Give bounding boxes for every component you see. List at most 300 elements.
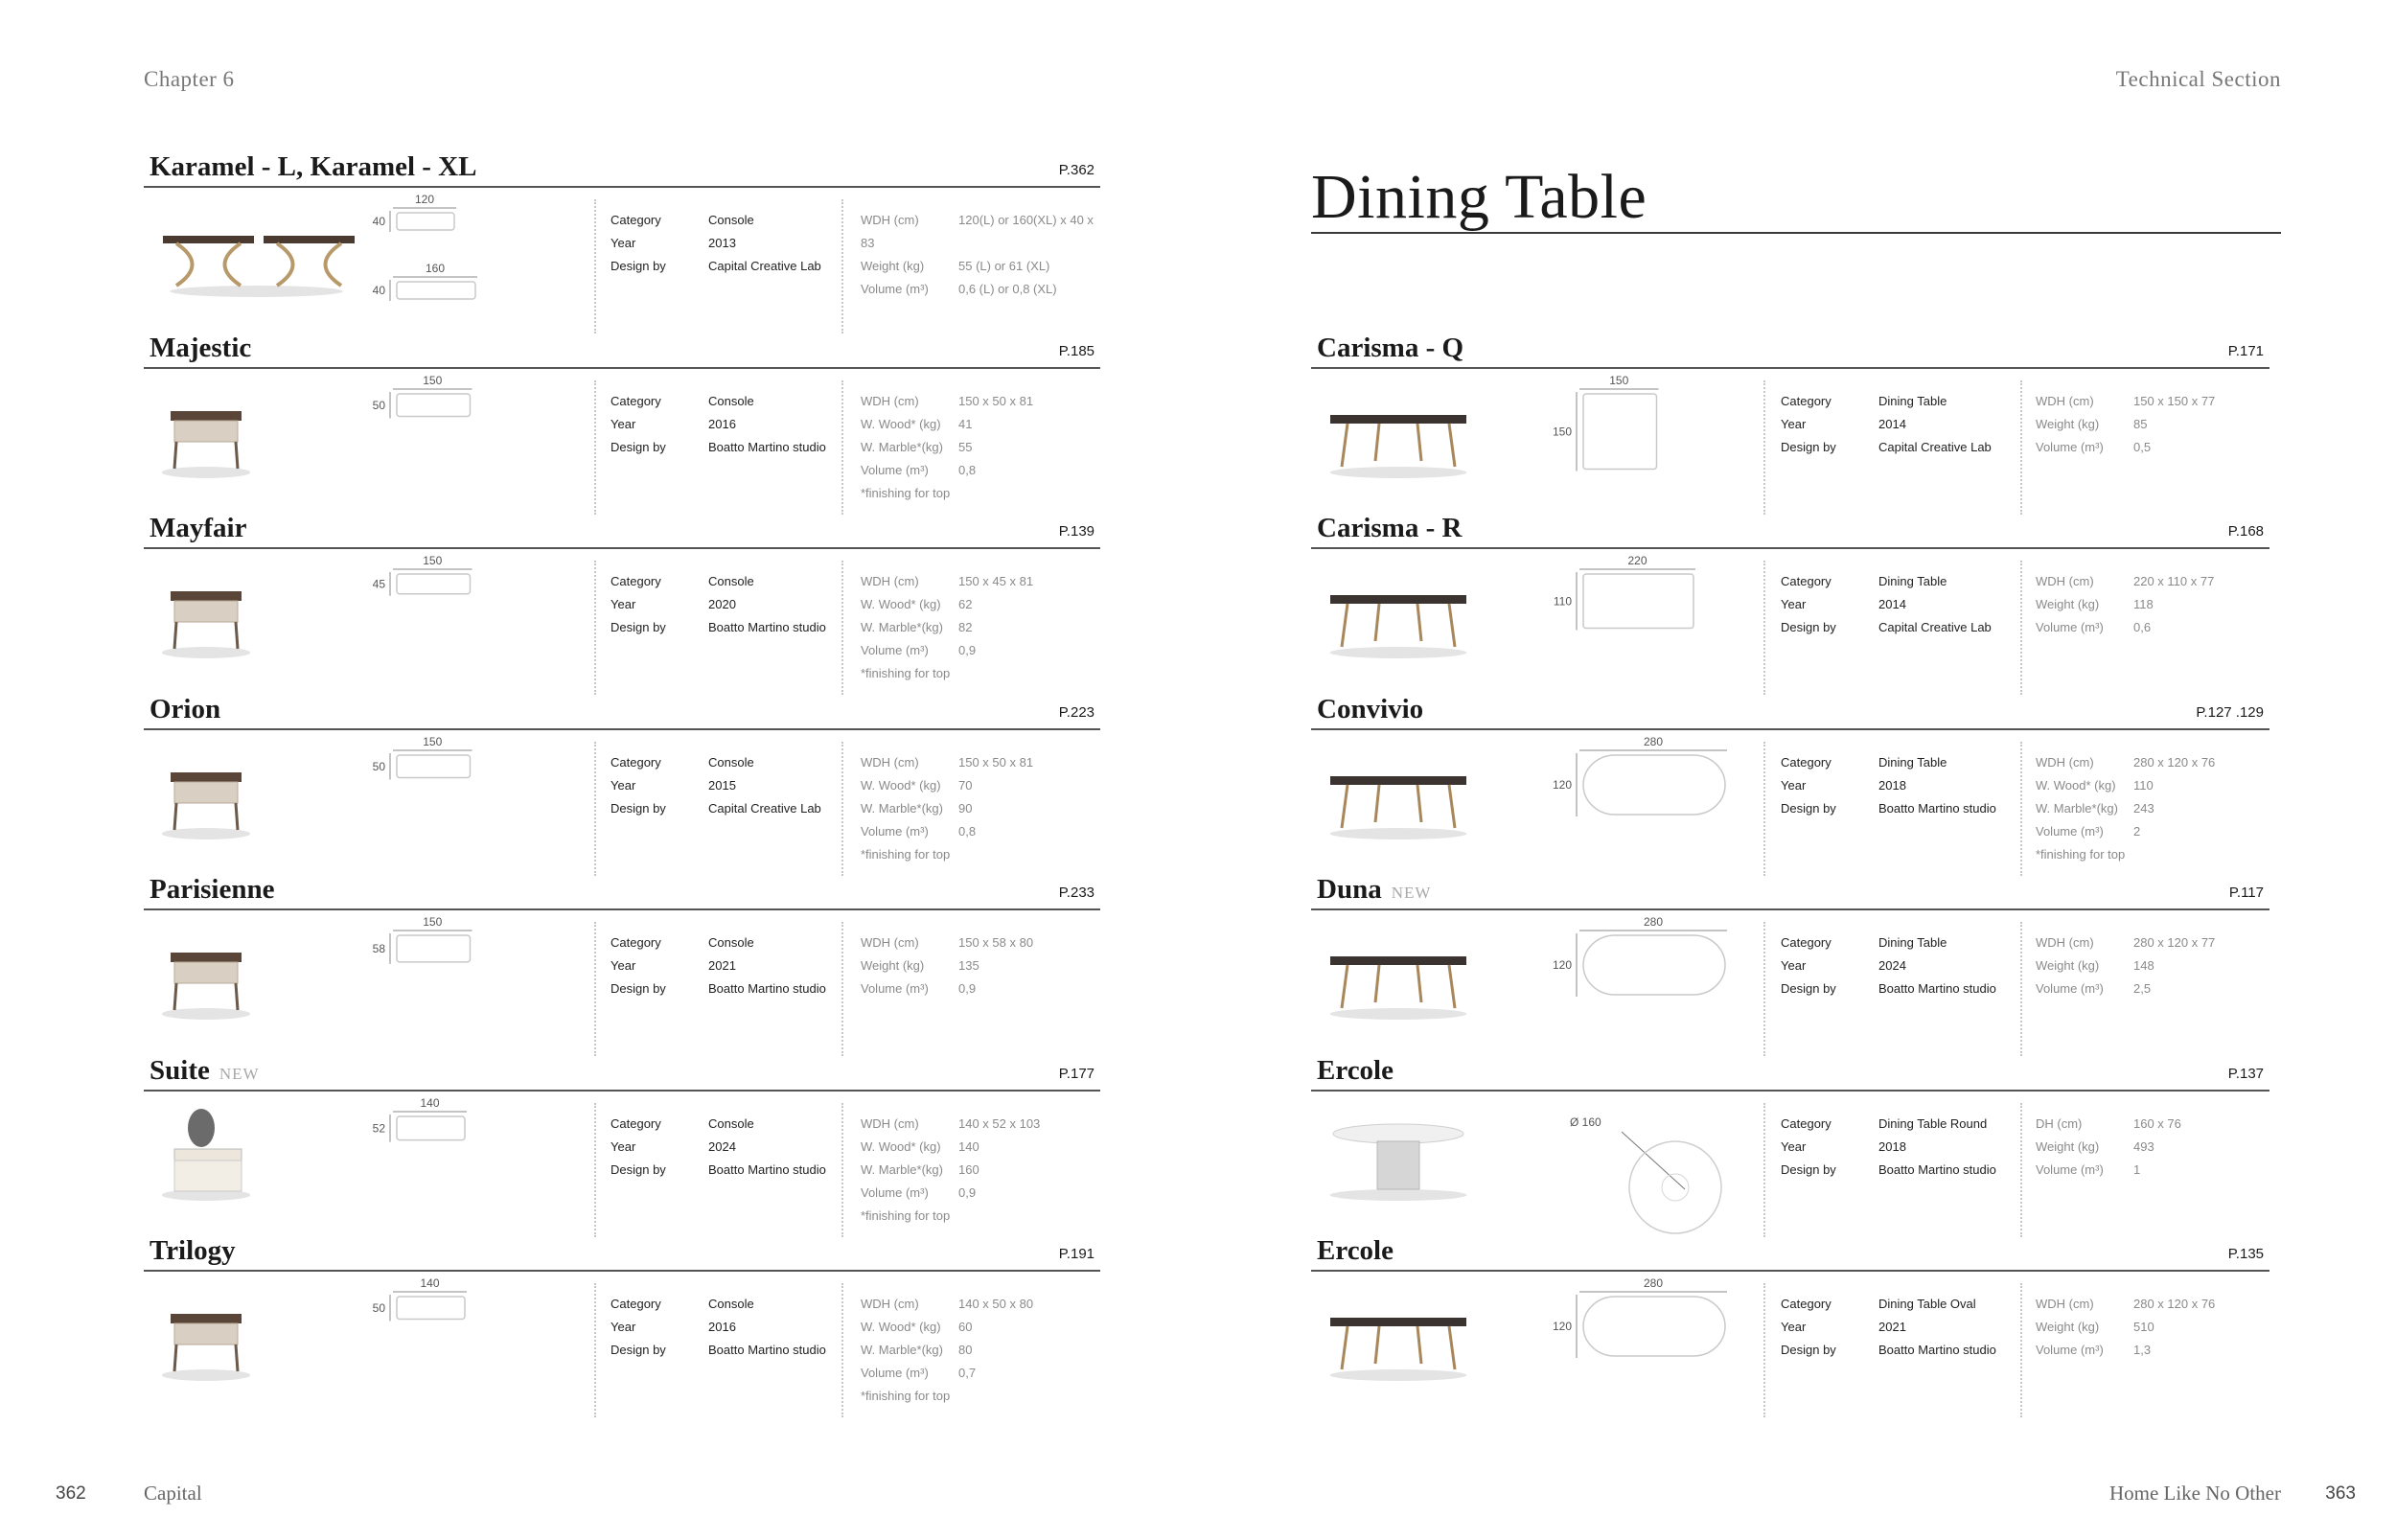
diameter-leader-line (1622, 1132, 1685, 1189)
spec-value: 243 (2133, 800, 2154, 816)
meta-label: Year (1781, 416, 1807, 431)
meta-row-year (611, 954, 826, 977)
table-leg-shape (1342, 424, 1348, 467)
page-reference-link[interactable]: P.177 (1058, 1065, 1094, 1082)
product-name-text: Suite (150, 1054, 210, 1086)
product-name (1317, 874, 1431, 906)
meta-label: Category (1781, 935, 1832, 950)
meta-row-year (1781, 774, 1996, 797)
dotted-separator (2020, 1283, 2022, 1417)
product-name (150, 694, 220, 725)
spec-value: 160 x 76 (2133, 1115, 2181, 1131)
meta-row-design (611, 797, 821, 820)
meta-label: Year (1781, 1138, 1807, 1154)
meta-label: Design by (611, 259, 666, 273)
plan-outline (1583, 574, 1693, 629)
spec-value: 1 (2133, 1161, 2141, 1177)
spec-label: WDH (cm) (2036, 393, 2094, 408)
spec-value: 1,3 (2133, 1343, 2152, 1357)
product-specs (861, 209, 1100, 301)
dimension-drawing (364, 551, 556, 700)
product-name (1317, 333, 1463, 364)
plan-outline (1583, 935, 1725, 995)
console-drawer-shape (174, 601, 238, 622)
depth-dimension-label: 120 (1552, 958, 1572, 972)
round-top-shape (1333, 1124, 1463, 1143)
spec-value: 0,9 (958, 1184, 977, 1200)
product-image (153, 1281, 259, 1387)
product-divider (144, 908, 1100, 910)
table-leg-shape (1342, 1326, 1348, 1369)
width-dimension-label: 120 (414, 193, 435, 206)
meta-label: Category (1781, 1115, 1832, 1131)
spec-value: 280 x 120 x 77 (2133, 935, 2216, 950)
dotted-separator (594, 1103, 596, 1237)
spec-row (2036, 954, 2215, 977)
spec-value: 135 (958, 958, 979, 973)
vanity-body-shape (174, 1161, 242, 1191)
product-name-text: Carisma - Q (1317, 332, 1464, 363)
spec-row (861, 639, 1033, 662)
spec-label: Weight (kg) (2036, 1138, 2100, 1154)
product-meta (611, 1293, 826, 1362)
meta-label: Category (611, 935, 661, 950)
spec-row (2036, 616, 2214, 639)
meta-row-category (611, 209, 821, 232)
spec-value: 118 (2133, 597, 2154, 611)
console-leg-shape (176, 243, 193, 286)
brand-footer: Capital (144, 1482, 202, 1505)
page-reference-link[interactable]: P.362 (1058, 162, 1094, 178)
table-leg-shape (1417, 604, 1421, 641)
product-image (1317, 1101, 1480, 1207)
meta-label: Category (611, 1297, 661, 1311)
dotted-separator (594, 1283, 596, 1417)
product-name-text: Parisienne (150, 874, 275, 905)
meta-value: Dining Table Round (1878, 1115, 1988, 1131)
spec-label: *finishing for top (2036, 846, 2126, 862)
spec-row (2036, 593, 2214, 616)
dotted-separator (1763, 1103, 1765, 1237)
meta-row-design (611, 1159, 826, 1182)
dotted-separator (1763, 1283, 1765, 1417)
spec-value: 0,9 (958, 643, 977, 657)
spec-row (861, 413, 1033, 436)
page-reference-link[interactable]: P.223 (1058, 703, 1094, 721)
page-reference-link[interactable]: P.233 (1058, 885, 1094, 901)
meta-value: Console (708, 393, 754, 408)
dimension-drawing (1551, 732, 1742, 881)
spec-row (861, 751, 1033, 774)
meta-label: Design by (611, 1343, 666, 1357)
spec-value: 0,8 (958, 823, 977, 839)
spec-value: 140 x 52 x 103 (958, 1115, 1041, 1131)
product-specs (2036, 1113, 2181, 1182)
table-leg-shape (1375, 965, 1379, 1002)
meta-value: Boatto Martino studio (708, 439, 826, 454)
spec-value: 148 (2133, 958, 2154, 973)
console-leg-shape (277, 243, 293, 286)
console-top-shape (171, 772, 242, 782)
console-leg-shape (225, 243, 242, 286)
product-divider (1311, 1090, 2269, 1092)
product-image (153, 559, 259, 664)
spec-label: W. Wood* (kg) (861, 416, 941, 431)
dotted-separator (841, 380, 843, 515)
console-image (153, 379, 259, 484)
spec-label: Weight (kg) (861, 259, 925, 273)
table-image (1317, 379, 1480, 484)
vanity-top-shape (174, 1149, 242, 1161)
meta-row-category (611, 570, 826, 593)
spec-value: 510 (2133, 1320, 2154, 1334)
meta-row-design (611, 616, 826, 639)
spec-label: *finishing for top (861, 846, 951, 862)
spec-label: Weight (kg) (2036, 958, 2100, 973)
spec-value: 110 (2133, 777, 2154, 793)
product-image (1317, 920, 1480, 1025)
meta-value: Console (708, 213, 754, 227)
shadow-shape (1330, 1008, 1467, 1020)
console-image (153, 740, 259, 845)
spec-value: 150 x 45 x 81 (958, 574, 1034, 588)
spec-row (2036, 820, 2215, 843)
spec-label: Weight (kg) (2036, 1320, 2100, 1334)
spec-row (2036, 1113, 2181, 1136)
meta-label: Design by (611, 800, 666, 816)
product-specs (2036, 931, 2215, 1000)
meta-row-design (611, 255, 821, 278)
spec-row (2036, 977, 2215, 1000)
meta-label: Design by (1781, 800, 1836, 816)
spec-label: WDH (cm) (2036, 574, 2094, 588)
dotted-separator (2020, 922, 2022, 1056)
meta-value: Boatto Martino studio (1878, 981, 1996, 996)
spec-label: *finishing for top (861, 1389, 951, 1403)
spec-label: WDH (cm) (861, 393, 919, 408)
console-leg-shape (326, 243, 342, 286)
spec-label: WDH (cm) (861, 754, 919, 770)
width-dimension-label: 280 (1643, 734, 1664, 748)
console-pair-image (153, 197, 359, 303)
product-block (1311, 1055, 2269, 1237)
meta-label: Year (611, 1138, 636, 1154)
table-top-shape (1330, 415, 1466, 424)
depth-dimension-label: 52 (372, 1120, 385, 1135)
meta-value: Console (708, 754, 754, 770)
spec-value: 0,7 (958, 1366, 977, 1380)
spec-row (861, 1362, 1033, 1385)
spec-label: *finishing for top (861, 666, 951, 680)
product-image (153, 197, 359, 303)
spec-label: Volume (m³) (861, 1366, 929, 1380)
section-title: Dining Table (1311, 162, 1647, 232)
spec-row (861, 616, 1033, 639)
meta-row-category (1781, 931, 1996, 954)
spec-label: Volume (m³) (861, 981, 929, 996)
meta-label: Design by (611, 1161, 666, 1177)
product-meta (611, 570, 826, 639)
meta-label: Year (611, 958, 636, 973)
page-reference-link[interactable]: P.117 (2228, 885, 2264, 901)
plan-drawing (1551, 732, 1742, 876)
product-image (153, 740, 259, 845)
spec-row (861, 1385, 1033, 1408)
depth-dimension-label: 45 (372, 577, 385, 591)
console-top-shape (171, 1314, 242, 1323)
product-name-text: Convivio (1317, 693, 1424, 724)
console-top-shape (171, 591, 242, 601)
plan-drawing (1551, 912, 1742, 1056)
spec-row (2036, 570, 2214, 593)
product-divider (1311, 1270, 2269, 1272)
meta-label: Design by (1781, 1343, 1836, 1357)
product-meta (1781, 1113, 1996, 1182)
spec-value: 85 (2133, 416, 2148, 431)
meta-label: Design by (1781, 981, 1836, 996)
plan-drawing (1551, 551, 1742, 695)
product-divider (1311, 908, 2269, 910)
meta-label: Year (1781, 777, 1807, 793)
spec-row (861, 931, 1033, 954)
table-leg-shape (1449, 1326, 1455, 1369)
page-reference-link[interactable]: P.135 (2227, 1246, 2264, 1262)
meta-value: Capital Creative Lab (708, 259, 821, 273)
console-image (153, 1281, 259, 1387)
page-reference-link[interactable]: P.171 (2227, 342, 2264, 359)
meta-row-category (1781, 1293, 1996, 1316)
dotted-separator (2020, 561, 2022, 695)
meta-value: 2024 (1878, 958, 1906, 973)
spec-value: 220 x 110 x 77 (2133, 574, 2215, 588)
page-reference-link[interactable]: P.137 (2227, 1065, 2264, 1082)
meta-value: Boatto Martino studio (708, 981, 826, 996)
shadow-shape (170, 286, 343, 297)
spec-label: W. Marble*(kg) (861, 1161, 943, 1177)
table-leg-shape (1375, 424, 1379, 461)
spec-label: W. Wood* (kg) (2036, 777, 2116, 793)
plan-drawing (364, 1274, 556, 1417)
product-name (150, 333, 251, 364)
spec-value: 0,9 (958, 981, 977, 996)
page-reference-link[interactable]: P.191 (1058, 1246, 1094, 1262)
spec-row (2036, 436, 2215, 459)
meta-row-category (1781, 1113, 1996, 1136)
meta-label: Category (611, 754, 661, 770)
console-leg-shape (174, 803, 176, 830)
depth-dimension-label: 50 (372, 398, 385, 412)
meta-label: Category (1781, 754, 1832, 770)
meta-row-category (611, 751, 821, 774)
spec-row (2036, 413, 2215, 436)
product-divider (144, 186, 1100, 188)
meta-label: Category (611, 1115, 661, 1131)
spec-row (861, 570, 1033, 593)
table-leg-shape (1375, 604, 1379, 641)
spec-label: Volume (m³) (2036, 439, 2104, 454)
console-leg-shape (174, 1345, 176, 1371)
spec-value: 0,8 (958, 462, 977, 477)
meta-row-category (611, 1113, 826, 1136)
tagline-footer: Home Like No Other (2108, 1482, 2281, 1505)
dotted-separator (594, 742, 596, 876)
console-leg-shape (236, 1345, 238, 1371)
plan-outline (1583, 394, 1657, 470)
spec-label: WDH (cm) (861, 1115, 919, 1131)
plan-drawing (364, 551, 556, 695)
product-block (144, 694, 1100, 876)
spec-value: 2 (2133, 823, 2141, 839)
dimension-drawing (364, 732, 556, 881)
plan-outline (397, 394, 471, 417)
spec-row (2036, 931, 2215, 954)
width-dimension-label: 280 (1643, 915, 1664, 929)
console-leg-shape (174, 983, 176, 1010)
shadow-shape (1330, 467, 1467, 478)
product-specs (861, 570, 1033, 685)
spec-value: 140 x 50 x 80 (958, 1297, 1034, 1311)
console-top-shape (264, 236, 355, 243)
spec-value: 493 (2133, 1138, 2154, 1154)
spec-row (861, 1205, 1040, 1228)
product-meta (611, 209, 821, 278)
meta-row-year (1781, 413, 1992, 436)
meta-label: Year (611, 597, 636, 611)
plan-drawing (364, 912, 556, 1056)
dotted-separator (594, 380, 596, 515)
meta-value: Capital Creative Lab (1878, 439, 1992, 454)
table-leg-shape (1342, 604, 1348, 647)
product-block (144, 151, 1100, 333)
page-reference-link[interactable]: P.185 (1058, 342, 1094, 359)
width-dimension-label: 150 (1609, 373, 1629, 387)
product-image (153, 1101, 259, 1207)
vanity-image (153, 1101, 259, 1207)
product-name (150, 513, 246, 544)
round-table-image (1317, 1101, 1480, 1207)
spec-label: Weight (kg) (2036, 416, 2100, 431)
spec-label: WDH (cm) (2036, 935, 2094, 950)
round-plan-drawing (1551, 1093, 1742, 1237)
shadow-shape (1330, 1189, 1467, 1201)
spec-label: Volume (m³) (861, 462, 929, 477)
product-meta (611, 931, 826, 1000)
spec-row (2036, 390, 2215, 413)
spec-value: 150 x 150 x 77 (2133, 393, 2216, 408)
meta-label: Year (1781, 1320, 1807, 1334)
width-dimension-label: 150 (423, 734, 443, 748)
table-leg-shape (1342, 965, 1348, 1008)
spec-label: Volume (m³) (861, 1184, 929, 1200)
page-reference-link[interactable]: P.168 (2227, 523, 2264, 540)
section-divider (1311, 232, 2281, 234)
spec-row (861, 593, 1033, 616)
meta-row-year (611, 1136, 826, 1159)
console-drawer-shape (174, 421, 238, 442)
meta-value: 2020 (708, 597, 736, 611)
meta-value: Console (708, 1297, 754, 1311)
dotted-separator (841, 561, 843, 695)
spec-value: 2,5 (2133, 981, 2152, 996)
page-reference-link[interactable]: P.139 (1058, 523, 1094, 540)
spec-value: 82 (958, 620, 973, 634)
depth-dimension-label: 120 (1552, 1320, 1572, 1333)
console-top-shape (163, 236, 254, 243)
meta-row-design (1781, 797, 1996, 820)
meta-label: Year (1781, 597, 1807, 611)
product-name (1317, 694, 1423, 725)
width-dimension-label: 220 (1627, 554, 1647, 567)
plan-outline (397, 1297, 465, 1320)
dimension-drawing (1551, 1274, 1742, 1422)
mirror-shape (188, 1109, 215, 1147)
meta-value: Console (708, 1115, 754, 1131)
spec-label: W. Wood* (kg) (861, 1320, 941, 1334)
product-meta (1781, 570, 1992, 639)
table-leg-shape (1417, 965, 1421, 1002)
meta-row-category (1781, 751, 1996, 774)
spec-row (861, 390, 1033, 413)
meta-row-design (1781, 977, 1996, 1000)
meta-value: Boatto Martino studio (1878, 800, 1996, 816)
depth-dimension-label: 50 (372, 759, 385, 773)
product-divider (144, 547, 1100, 549)
spec-value: 280 x 120 x 76 (2133, 754, 2216, 770)
spec-row (861, 278, 1100, 301)
spec-label: Volume (m³) (861, 282, 929, 296)
table-top-shape (1330, 595, 1466, 604)
console-leg-shape (236, 803, 238, 830)
depth-dimension-label: 40 (372, 284, 385, 297)
table-top-shape (1330, 1318, 1466, 1326)
product-name (1317, 1235, 1394, 1267)
shadow-shape (1330, 1369, 1467, 1381)
spec-row (2036, 1316, 2215, 1339)
spec-label: Volume (m³) (2036, 620, 2104, 634)
table-leg-shape (1449, 965, 1455, 1008)
product-specs (861, 390, 1033, 505)
table-leg-shape (1342, 785, 1348, 828)
spec-label: *finishing for top (861, 1207, 951, 1223)
meta-row-design (1781, 1339, 1996, 1362)
width-dimension-label: 280 (1643, 1276, 1664, 1290)
table-leg-shape (1417, 785, 1421, 822)
meta-value: Capital Creative Lab (1878, 620, 1992, 634)
product-image (153, 920, 259, 1025)
product-image (1317, 379, 1480, 484)
spec-label: DH (cm) (2036, 1115, 2083, 1131)
new-badge: NEW (1391, 884, 1432, 902)
new-badge: NEW (219, 1064, 260, 1083)
page-reference-link[interactable]: P.127 .129 (2196, 703, 2264, 721)
product-divider (144, 728, 1100, 730)
dotted-separator (1763, 380, 1765, 515)
meta-row-year (1781, 954, 1996, 977)
table-leg-shape (1449, 424, 1455, 467)
meta-row-category (611, 1293, 826, 1316)
table-leg-shape (1417, 424, 1421, 461)
table-image (1317, 559, 1480, 664)
meta-value: Dining Table (1878, 574, 1947, 588)
depth-dimension-label: 58 (372, 941, 385, 955)
meta-row-design (611, 977, 826, 1000)
meta-value: 2021 (1878, 1320, 1906, 1334)
product-name-text: Carisma - R (1317, 513, 1463, 543)
spec-row (2036, 774, 2215, 797)
meta-value: 2014 (1878, 416, 1906, 431)
console-leg-shape (236, 983, 238, 1010)
spec-row (861, 1339, 1033, 1362)
